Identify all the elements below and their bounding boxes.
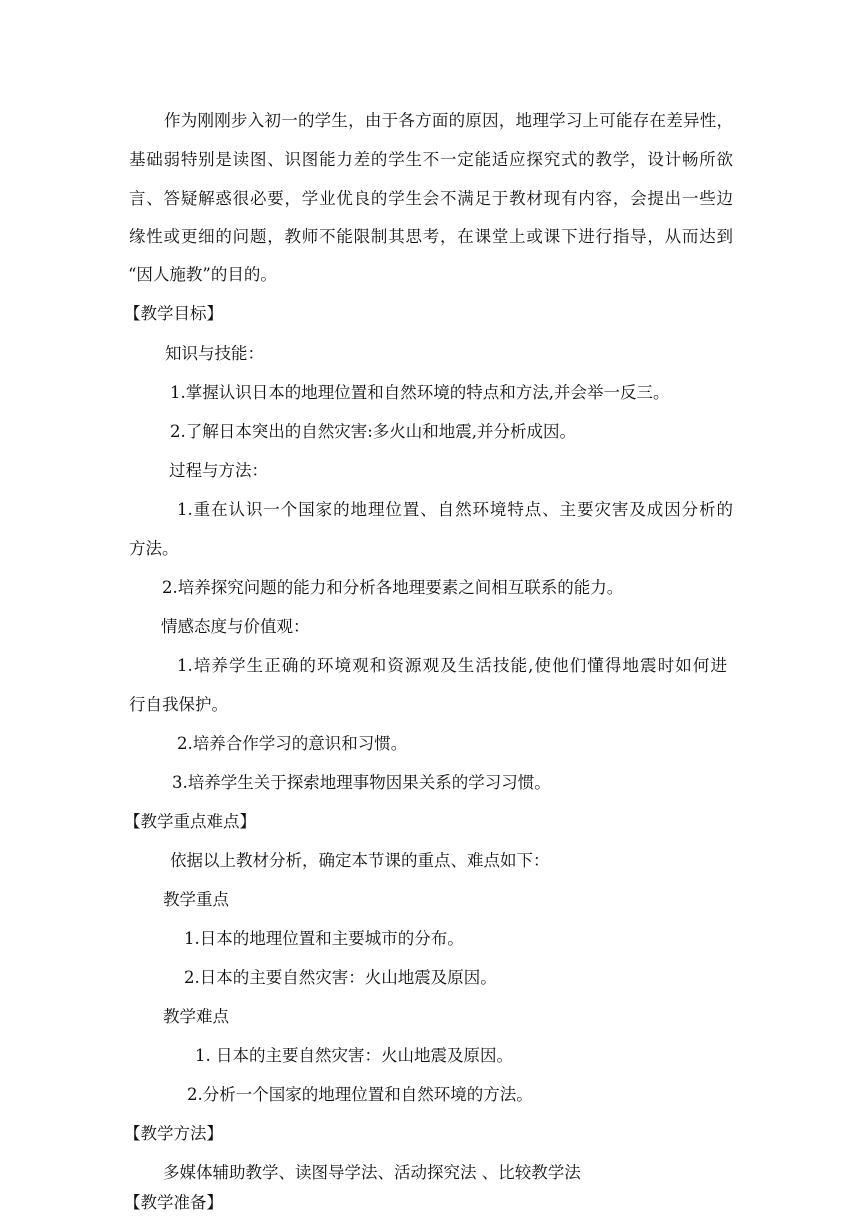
- emotion-item-3: 3.培养学生关于探索地理事物因果关系的学习习惯。: [172, 773, 551, 792]
- emotion-item-1-line-1: 1.培养学生正确的环境观和资源观及生活技能,使他们懂得地震时如何进: [177, 656, 727, 675]
- emotion-item-1-line-2: 行自我保护。: [129, 695, 228, 714]
- process-item-1-line-2: 方法。: [129, 539, 179, 558]
- emotion-heading: 情感态度与价值观：: [161, 617, 310, 636]
- difficulty-item-1: 1. 日本的主要自然灾害：火山地震及原因。: [195, 1046, 513, 1065]
- knowledge-heading: 知识与技能：: [165, 344, 264, 363]
- process-heading: 过程与方法：: [169, 461, 268, 480]
- methods-text: 多媒体辅助教学、读图导学法、活动探究法 、比较教学法: [163, 1163, 581, 1182]
- preparation-heading: 【教学准备】: [124, 1193, 223, 1212]
- difficulty-heading: 教学难点: [163, 1007, 229, 1026]
- intro-line-3: 言、答疑解惑很必要，学业优良的学生会不满足于教材现有内容，会提出一些边: [129, 189, 733, 208]
- key-points-heading: 【教学重点难点】: [124, 812, 256, 831]
- objectives-heading: 【教学目标】: [124, 304, 223, 323]
- intro-line-1: 作为刚刚步入初一的学生，由于各方面的原因，地理学习上可能存在差异性，: [164, 111, 733, 130]
- knowledge-item-2: 2.了解日本突出的自然灾害:多火山和地震,并分析成因。: [170, 422, 577, 441]
- difficulty-item-2: 2.分析一个国家的地理位置和自然环境的方法。: [187, 1085, 533, 1104]
- knowledge-item-1: 1.掌握认识日本的地理位置和自然环境的特点和方法,并会举一反三。: [170, 383, 670, 402]
- methods-heading: 【教学方法】: [124, 1124, 223, 1143]
- emotion-item-2: 2.培养合作学习的意识和习惯。: [177, 734, 408, 753]
- intro-line-5: “因人施教”的目的。: [128, 265, 277, 284]
- intro-line-2: 基础弱特别是读图、识图能力差的学生不一定能适应探究式的教学，设计畅所欲: [129, 150, 733, 169]
- focus-item-1: 1.日本的地理位置和主要城市的分布。: [184, 929, 464, 948]
- focus-item-2: 2.日本的主要自然灾害：火山地震及原因。: [184, 968, 497, 987]
- intro-line-4: 缘性或更细的问题，教师不能限制其思考，在课堂上或课下进行指导，从而达到: [129, 227, 733, 246]
- focus-heading: 教学重点: [163, 890, 229, 909]
- key-points-intro: 依据以上教材分析，确定本节课的重点、难点如下：: [170, 851, 550, 870]
- process-item-1-line-1: 1.重在认识一个国家的地理位置、自然环境特点、主要灾害及成因分析的: [177, 500, 733, 519]
- process-item-2: 2.培养探究问题的能力和分析各地理要素之间相互联系的能力。: [162, 578, 624, 597]
